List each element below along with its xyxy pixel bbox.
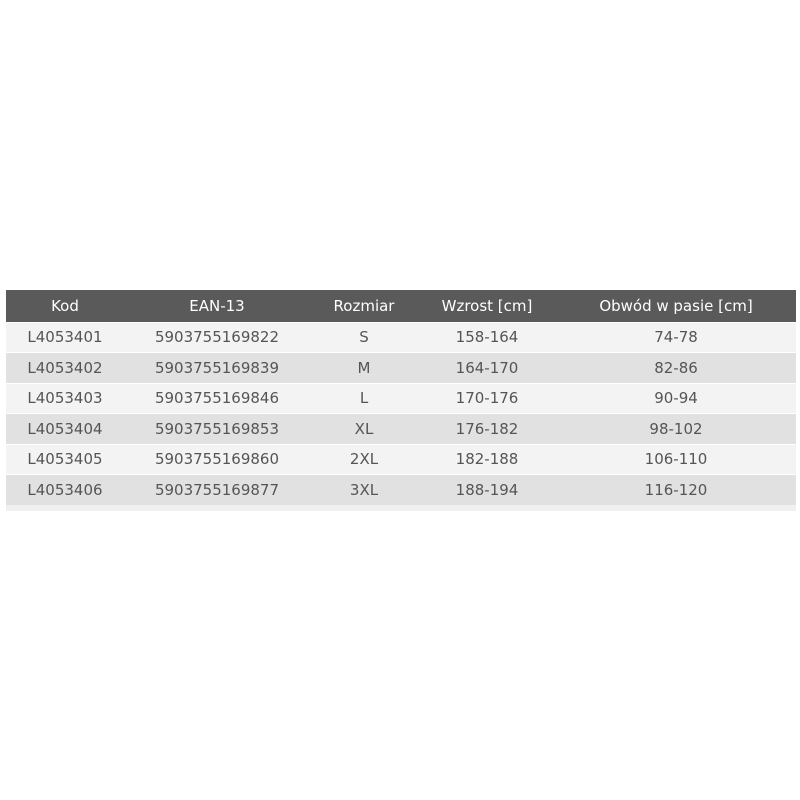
cell-ean: 5903755169846	[124, 383, 310, 414]
cell-kod: L4053402	[6, 353, 124, 384]
cell-rozmiar: XL	[310, 414, 418, 445]
cell-kod: L4053406	[6, 475, 124, 506]
cell-rozmiar: L	[310, 383, 418, 414]
cell-kod: L4053404	[6, 414, 124, 445]
header-obwod: Obwód w pasie [cm]	[599, 296, 753, 315]
cell-rozmiar: S	[310, 322, 418, 353]
size-table-container	[6, 290, 796, 511]
table-row	[6, 322, 796, 353]
table-row	[6, 383, 796, 414]
cell-wzrost: 164-170	[418, 353, 556, 384]
cell-obwod: 82-86	[556, 353, 796, 384]
cell-kod: L4053401	[6, 322, 124, 353]
cell-rozmiar: 3XL	[310, 475, 418, 506]
cell-obwod: 90-94	[556, 383, 796, 414]
cell-ean: 5903755169877	[124, 475, 310, 506]
table-row	[6, 475, 796, 506]
table-row	[6, 353, 796, 384]
table-body	[6, 322, 796, 505]
cell-ean: 5903755169839	[124, 353, 310, 384]
header-row	[6, 290, 796, 322]
cell-obwod: 106-110	[556, 444, 796, 475]
header-rozmiar: Rozmiar	[333, 296, 395, 315]
cell-wzrost: 182-188	[418, 444, 556, 475]
cell-wzrost: 158-164	[418, 322, 556, 353]
cell-ean: 5903755169860	[124, 444, 310, 475]
cell-ean: 5903755169853	[124, 414, 310, 445]
header-ean: EAN-13	[189, 296, 245, 315]
cell-obwod: 116-120	[556, 475, 796, 506]
cell-rozmiar: 2XL	[310, 444, 418, 475]
table-row	[6, 414, 796, 445]
cell-wzrost: 170-176	[418, 383, 556, 414]
header-kod: Kod	[51, 296, 79, 315]
size-table	[6, 290, 796, 505]
table-header	[6, 290, 796, 322]
cell-kod: L4053403	[6, 383, 124, 414]
cell-kod: L4053405	[6, 444, 124, 475]
header-wzrost: Wzrost [cm]	[441, 296, 533, 315]
cell-obwod: 98-102	[556, 414, 796, 445]
cell-obwod: 74-78	[556, 322, 796, 353]
table-row	[6, 444, 796, 475]
cell-wzrost: 176-182	[418, 414, 556, 445]
cell-ean: 5903755169822	[124, 322, 310, 353]
cell-rozmiar: M	[310, 353, 418, 384]
cell-wzrost: 188-194	[418, 475, 556, 506]
